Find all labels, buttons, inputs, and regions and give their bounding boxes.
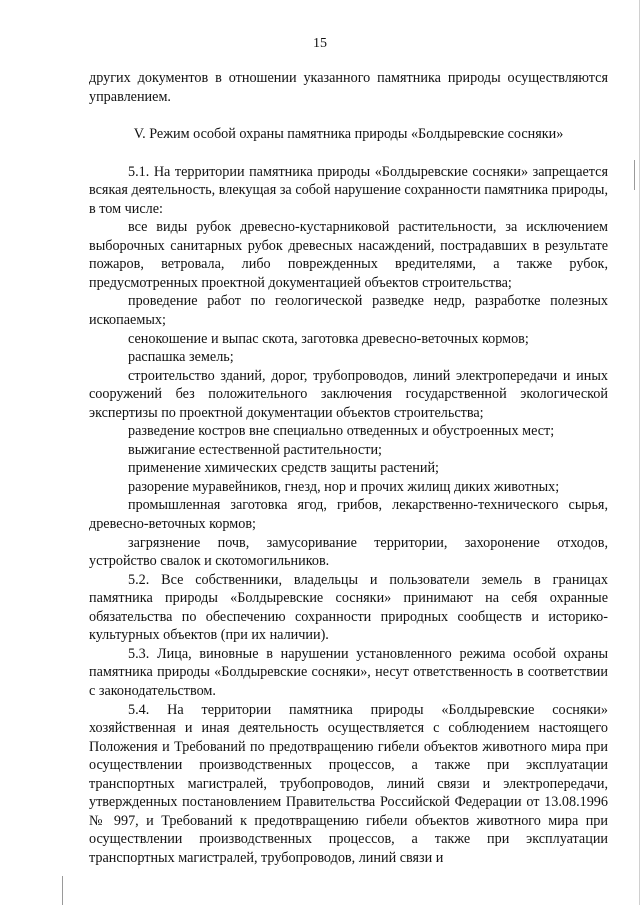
clause-5-3: 5.3. Лица, виновные в нарушении установленного режима особой охраны памятника природы «Болдыревские сосняки», несут ответственность в соответствии с законодательством. — [89, 645, 608, 699]
list-item-pollution: загрязнение почв, замусоривание территории, захоронение отходов, устройство свалок и скотомогильников. — [89, 534, 608, 570]
list-item-ploughing: распашка земель; — [128, 349, 234, 366]
clause-5-1: 5.1. На территории памятника природы «Болдыревские сосняки» запрещается всякая деятельность, влекущая за собой нарушение сохранности памятника природы, в том числе: — [89, 163, 608, 217]
list-item-harvesting: промышленная заготовка ягод, грибов, лекарственно-технического сырья, древесно-веточных кормов; — [89, 497, 608, 533]
list-item-felling: все виды рубок древесно-кустарниковой растительности, за исключением выборочных санитарных рубок древесных насаждений, пострадавших в результате пожаров, ветровала, либо поврежденных вредителями, а также рубок, предусмотренных проектной документацией объектов строительства; — [89, 219, 608, 291]
section-heading: V. Режим особой охраны памятника природы «Болдыревские сосняки» — [133, 126, 564, 143]
list-item-burning: выжигание естественной растительности; — [128, 441, 382, 458]
list-item-chemicals: применение химических средств защиты растений; — [128, 460, 440, 477]
document-body — [89, 69, 608, 867]
list-item-bonfires: разведение костров вне специально отведенных и обустроенных мест; — [128, 423, 555, 440]
scan-mark — [62, 876, 63, 905]
clause-5-4: 5.4. На территории памятника природы «Болдыревские сосняки» хозяйственная и иная деятельность осуществляется с соблюдением настоящего Положения и Требований по предотвращению гибели объектов животного мира при осуществлении производственных процессов, а также при эксплуатации транспортных магистралей, трубопроводов, линий связи и электропередачи, утвержденных постановлением Правительства Российской Федерации от 13.08.1996 № 997, и Требований к предотвращению гибели объектов животного мира при осуществлении производственных процессов, а также при эксплуатации транспортных магистралей, трубопроводов, линий связи и — [89, 701, 608, 866]
continuation-paragraph: других документов в отношении указанного памятника природы осуществляются управлением. — [89, 70, 608, 105]
list-item-construction: строительство зданий, дорог, трубопроводов, линий электропередачи и иных сооружений без положительного заключения государственной экологической экспертизы по проектной документации объектов строительства; — [89, 367, 608, 421]
list-item-haymaking: сенокошение и выпас скота, заготовка древесно-веточных кормов; — [128, 330, 529, 347]
clause-5-2: 5.2. Все собственники, владельцы и пользователи земель в границах памятника природы «Болдыревские сосняки» принимают на себя охранные обязательства по обеспечению сохранности природных сообществ и историко-культурных объектов (при их наличии). — [89, 571, 608, 644]
page-number: 15 — [313, 36, 327, 51]
list-item-nests: разорение муравейников, гнезд, нор и прочих жилищ диких животных; — [128, 478, 560, 495]
scan-mark — [634, 160, 635, 190]
list-item-geology: проведение работ по геологической разведке недр, разработке полезных ископаемых; — [89, 293, 608, 329]
